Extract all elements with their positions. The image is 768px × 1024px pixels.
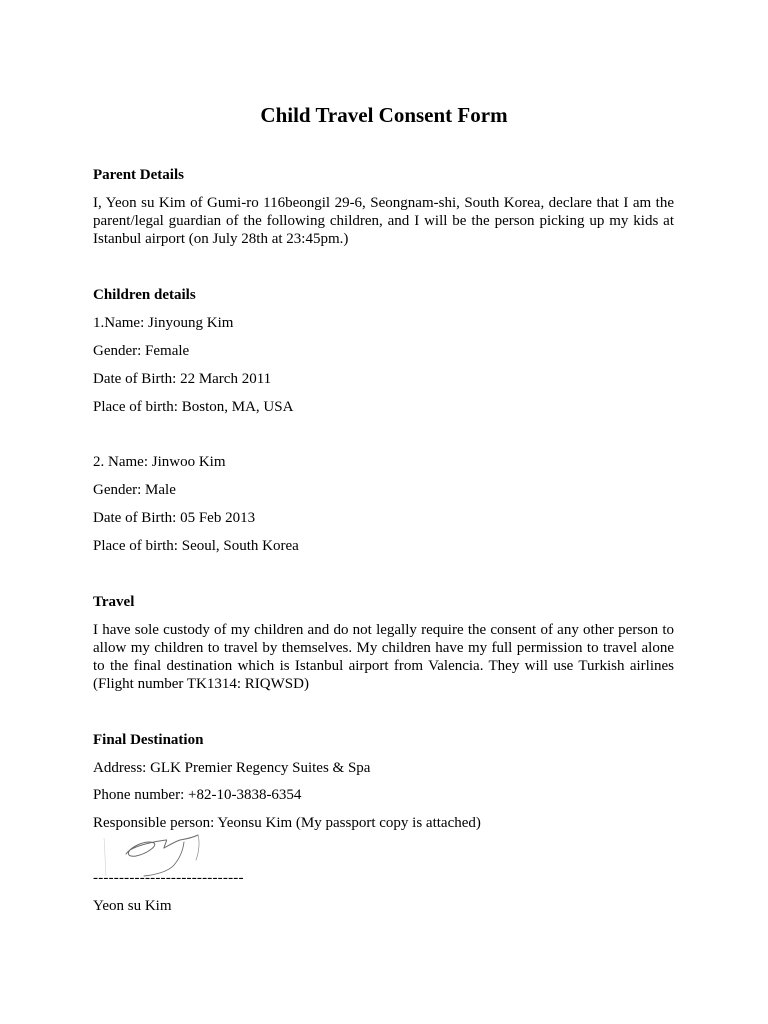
destination-phone: Phone number: +82-10-3838-6354: [93, 787, 302, 803]
child-1-name: 1.Name: Jinyoung Kim: [93, 315, 234, 331]
signatory-name: Yeon su Kim: [93, 898, 172, 914]
signature-line: -----------------------------: [93, 870, 244, 886]
responsible-person: Responsible person: Yeonsu Kim (My passport copy is attached): [93, 815, 481, 831]
travel-heading: Travel: [93, 594, 135, 610]
child-1-place-of-birth: Place of birth: Boston, MA, USA: [93, 399, 294, 415]
parent-declaration: I, Yeon su Kim of Gumi-ro 116beongil 29-6, Seongnam-shi, South Korea, declare that I am the parent/legal guardian of the following children, and I will be the person picking up my kids at Istanbul airport (on July 28th at 23:45pm.): [93, 195, 674, 247]
parent-details-heading: Parent Details: [93, 167, 184, 183]
child-1-date-of-birth: Date of Birth: 22 March 2011: [93, 371, 272, 387]
child-1-gender: Gender: Female: [93, 343, 190, 359]
form-title: Child Travel Consent Form: [260, 103, 508, 127]
child-2-gender: Gender: Male: [93, 482, 176, 498]
child-2-name: 2. Name: Jinwoo Kim: [93, 454, 226, 470]
child-2-place-of-birth: Place of birth: Seoul, South Korea: [93, 538, 299, 554]
final-destination-heading: Final Destination: [93, 732, 204, 748]
children-details-heading: Children details: [93, 287, 196, 303]
destination-address: Address: GLK Premier Regency Suites & Spa: [93, 760, 371, 776]
child-2-date-of-birth: Date of Birth: 05 Feb 2013: [93, 510, 256, 526]
travel-statement: I have sole custody of my children and do not legally require the consent of any other person to allow my children to travel by themselves. My children have my full permission to travel alone to the final destination which is Istanbul airport from Valencia. They will use Turkish airlines (Flight number TK1314: RIQWSD): [93, 622, 674, 692]
